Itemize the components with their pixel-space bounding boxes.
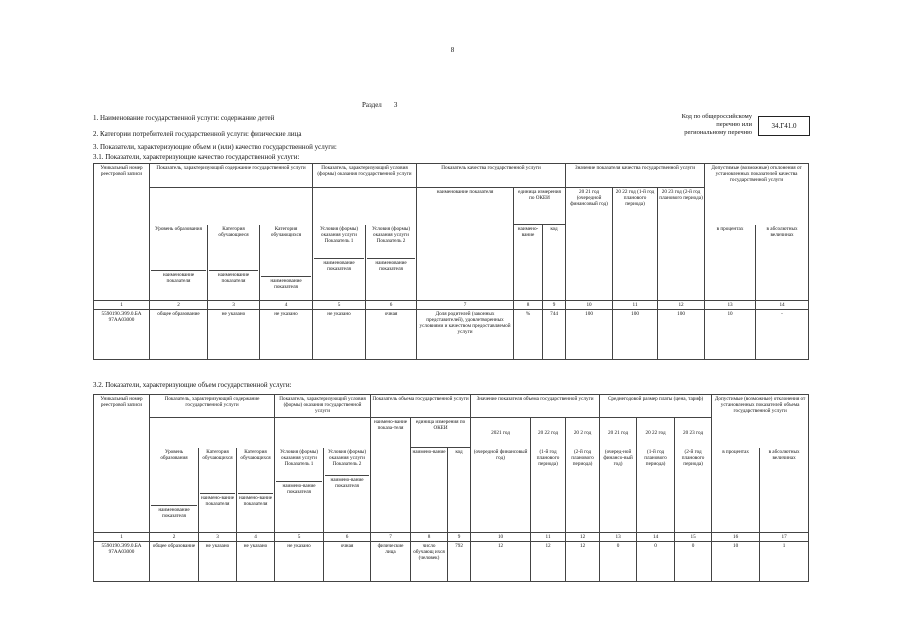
subheader-condition-2: Условия (формы) оказания услуги Показатель 2 наимено-вание показателя	[324, 448, 371, 533]
cell-condition-1: не указано	[275, 542, 324, 582]
subheader-fee-year-3-desc: (2-й год планового периода)	[675, 448, 712, 533]
table-row	[94, 542, 809, 582]
header-content: Показатель, характеризующий содержание государственной услуги	[150, 395, 275, 418]
cell-value-1: 100	[566, 310, 613, 360]
subheader-unit-name: наимено-вание	[411, 448, 448, 533]
subheader-level: Уровень образования наименование показателя	[150, 448, 199, 533]
subheader-level: Уровень образования наименование показателя	[150, 225, 208, 301]
cell-condition-2: очная	[324, 542, 371, 582]
subheader-unit-code: код	[543, 225, 566, 301]
cell-condition-2: очная	[366, 310, 417, 360]
cell-category-2: не указано	[237, 542, 275, 582]
header-unit: единица измерения по ОКЕИ	[411, 418, 471, 448]
cell-code: 744	[543, 310, 566, 360]
column-number-row: 1 2 3 4 5 6 7 8 9 10 11 12 13 14 15 16 17	[94, 533, 809, 542]
code-label: Код по общероссийскому перечню или региональному перечню	[681, 113, 752, 136]
subheader-absolute: в абсолютных величинах	[756, 225, 809, 301]
header-unit: единица измерения по ОКЕИ	[514, 188, 566, 225]
section-number: 3	[393, 101, 398, 109]
header-year-1: 2021 год	[471, 418, 531, 448]
cell-record-id: 5590190.Э99.0.БА 97АА03000	[94, 542, 150, 582]
volume-table	[93, 394, 809, 582]
header-values: Значение показателя объема государственной услуги	[471, 395, 600, 418]
column-number-row: 1 2 3 4 5 6 7 8 9 10 11 12 13 14	[94, 301, 809, 310]
section-heading	[362, 101, 397, 109]
cell-record-id: 5590190.Э99.0.БА 97АА03000	[94, 310, 150, 360]
header-fee-year-2: 20 22 год	[637, 418, 675, 448]
subheader-year-1-desc: (очередной финансовый год)	[471, 448, 531, 533]
subheader-unit-name: наимено-вание	[514, 225, 543, 301]
subheader-condition-2: Условия (формы) оказания услуги Показатель 2 наименование показателя	[366, 225, 417, 301]
header-indicator-name: наименование показателя	[417, 188, 514, 301]
indicators-line: 3. Показатели, характеризующие объем и (или) качество государственной услуги:	[93, 143, 337, 151]
cell-value-2: 12	[531, 542, 566, 582]
header-fee: Среднегодовой размер платы (цена, тариф)	[600, 395, 712, 418]
cell-level: общее образование	[150, 542, 199, 582]
subheader-absolute: в абсолютных величинах	[760, 448, 809, 533]
subheader-category-2: Категория обучающихся наименование показателя	[260, 225, 313, 301]
header-deviation: Допустимые (возможные) отклонения от установленных показателей объема государственной услуги	[712, 395, 809, 448]
subheader-fee-year-1-desc: (очеред-ной финансо-вый год)	[600, 448, 637, 533]
cell-unit: число обучающ ихся (человек)	[411, 542, 448, 582]
subheader-condition-1: Условия (формы) оказания услуги Показатель 1 наимено-вание показателя	[275, 448, 324, 533]
cell-fee-1: 0	[600, 542, 637, 582]
header-unique-number: Уникальный номер реестровой записи	[94, 164, 150, 301]
cell-value-3: 12	[566, 542, 600, 582]
cell-level: общее образование	[150, 310, 208, 360]
cell-fee-2: 0	[637, 542, 675, 582]
cell-indicator: физические лица	[371, 542, 411, 582]
quality-table	[93, 163, 809, 360]
subheader-category: Категория обучающиеся наименование показателя	[208, 225, 260, 301]
service-name-line: 1. Наименование государственной услуги: содержание детей	[93, 114, 275, 122]
cell-percent: 10	[705, 310, 756, 360]
consumers-line: 2. Категории потребителей государственной услуги: физические лица	[93, 130, 302, 138]
header-volume-indicator: Показатель объема государственной услуги	[371, 395, 471, 418]
cell-unit: %	[514, 310, 543, 360]
subheader-year-2-desc: (1-й год планового периода)	[531, 448, 566, 533]
section-label: Раздел	[362, 101, 382, 109]
cell-fee-3: 0	[675, 542, 712, 582]
header-year-1: 20 21 год (очередной финансовый год)	[566, 188, 613, 301]
header-deviation: Допустимые (возможные) отклонения от установленных показателей качества государственной услуги	[705, 164, 809, 225]
header-quality-indicator: Показатель качества государственной услуги	[417, 164, 566, 188]
code-value-box: 34.Г41.0	[758, 116, 810, 136]
subheader-year-3-desc: (2-й год планового периода)	[566, 448, 600, 533]
cell-percent: 10	[712, 542, 760, 582]
header-fee-year-3: 20 23 год	[675, 418, 712, 448]
header-unique-number: Уникальный номер реестровой записи	[94, 395, 150, 533]
cell-value-1: 12	[471, 542, 531, 582]
cell-category-2: не указано	[260, 310, 313, 360]
header-year-2: 20 22 год (1-й год планового периода)	[613, 188, 658, 301]
subheader-category: Категория обучающихся наимено-вание показателя	[199, 448, 237, 533]
cell-indicator: Доля родителей (законных представителей), удовлетворенных условиями и качеством предоставляемой услуги	[417, 310, 514, 360]
subheader-category-2: Категория обучающихся наимено-вание показателя	[237, 448, 275, 533]
cell-code: 792	[448, 542, 471, 582]
volume-heading: 3.2. Показатели, характеризующие объем государственной услуги:	[93, 381, 292, 389]
header-content: Показатель, характеризующий содержание государственной услуги	[150, 164, 313, 188]
cell-value-2: 100	[613, 310, 658, 360]
cell-category: не указано	[199, 542, 237, 582]
quality-heading: 3.1. Показатели, характеризующие качество государственной услуги:	[93, 153, 300, 161]
cell-absolute: -	[756, 310, 809, 360]
page-number: 8	[450, 46, 455, 54]
header-conditions: Показатель, характеризующий условия (формы) оказания государственной услуги	[275, 395, 371, 418]
subheader-percent: в процентах	[712, 448, 760, 533]
cell-value-3: 100	[658, 310, 705, 360]
cell-absolute: 1	[760, 542, 809, 582]
subheader-unit-code: код	[448, 448, 471, 533]
header-year-3: 20 2 год	[566, 418, 600, 448]
cell-condition-1: не указано	[313, 310, 366, 360]
cell-category: не указано	[208, 310, 260, 360]
header-year-3: 20 23 год (2-й год планового периода)	[658, 188, 705, 301]
subheader-condition-1: Условия (формы) оказания услуги Показатель 1 наименование показателя	[313, 225, 366, 301]
table-row	[94, 310, 809, 360]
header-fee-year-1: 20 21 год	[600, 418, 637, 448]
header-conditions: Показатель, характеризующий условия (формы) оказания государственной услуги	[313, 164, 417, 188]
subheader-fee-year-2-desc: (1-й год планового периода)	[637, 448, 675, 533]
header-year-2: 20 22 год	[531, 418, 566, 448]
header-indicator-name: наимено-вание показа-теля	[371, 418, 411, 533]
subheader-percent: в процентах	[705, 225, 756, 301]
header-values: Значение показателя качества государственной услуги	[566, 164, 705, 188]
